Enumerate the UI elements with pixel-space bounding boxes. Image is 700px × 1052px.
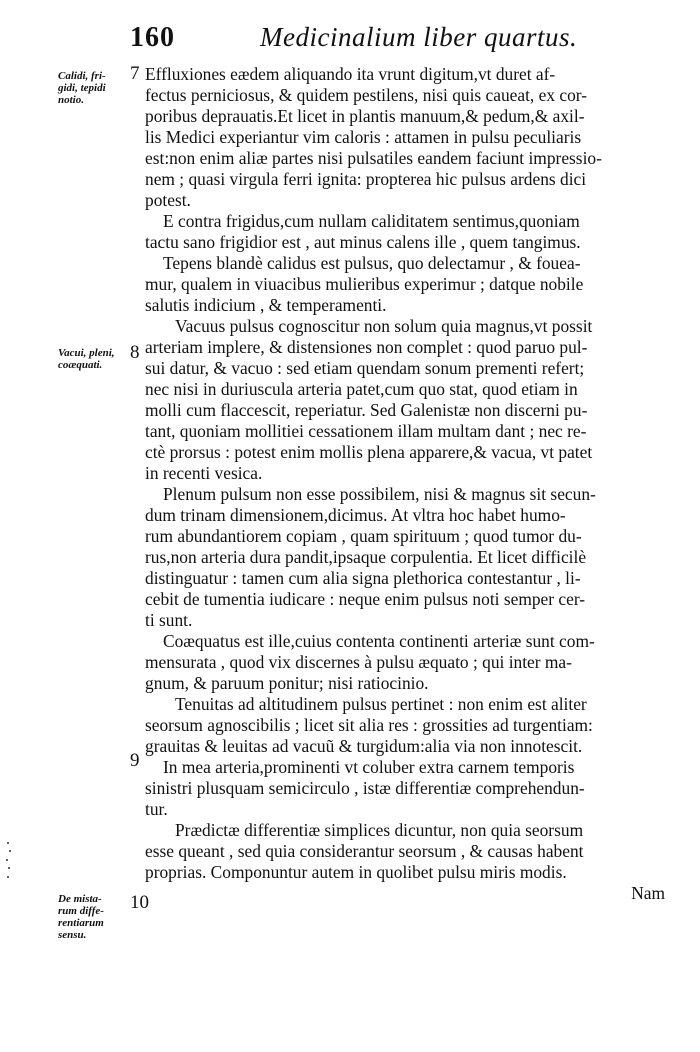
text-line: Plenum pulsum non esse possibilem, nisi & magnus sit secun-	[163, 484, 596, 504]
text-line: in recenti vesica.	[145, 463, 263, 483]
text-line: tant, quoniam mollitiei cessationem illam multam dant ; nec re-	[145, 421, 587, 441]
text-line: distinguatur : tamen cum alia signa plethorica contestantur , li-	[145, 568, 581, 588]
text-line: seorsum agnoscibilis ; licet sit alia res : grossities ad turgentiam:	[145, 715, 593, 735]
text-line: sinistri plusquam semicirculo , istæ differentiæ comprehendun-	[145, 778, 585, 798]
text-line: Tepens blandè calidus est pulsus, quo delectamur , & fouea-	[163, 253, 581, 273]
text-line: gnum, & paruum ponitur; nisi ratiocinio.	[145, 673, 429, 693]
main-text	[145, 64, 665, 904]
text-line: dum trinam dimensionem,dicimus. At vltra hoc habet humo-	[145, 505, 566, 525]
text-line: rus,non arteria dura pandit,ipsaque corpulentia. Et licet difficilè	[145, 547, 587, 567]
text-line: salutis indicium , & temperamenti.	[145, 295, 387, 315]
margin-note-calidi: Calidi, fri- gidi, tepidi notio.	[58, 70, 106, 106]
text-line: cebit de tumentia iudicare : neque enim pulsus noti semper cer-	[145, 589, 586, 609]
page-header	[120, 22, 640, 62]
section-number: 7	[130, 63, 140, 84]
text-line: In mea arteria,prominenti vt coluber extra carnem temporis	[163, 757, 575, 777]
text-line: est:non enim aliæ partes nisi pulsatiles eandem faciunt impressio-	[145, 148, 602, 168]
text-line: grauitas & leuitas ad vacuũ & turgidum:alia via non innotescit.	[145, 736, 583, 756]
text-line: sui datur, & vacuo : sed etiam quendam sonum prementi refert;	[145, 358, 585, 378]
text-line: nec nisi in duriuscula arteria patet,cum quo stat, quod etiam in	[145, 379, 578, 399]
text-line: Prædictæ differentiæ simplices dicuntur, non quia seorsum	[175, 820, 584, 840]
page-number: 160	[130, 22, 175, 53]
text-line: rum abundantiorem copiam , quam spirituum ; quod tumor du-	[145, 526, 582, 546]
text-line: Coæquatus est ille,cuius contenta continenti arteriæ sunt com-	[163, 631, 595, 651]
margin-note-de-mistarum: De mista- rum diffe- rentiarum sensu.	[58, 893, 104, 941]
catchword: Nam	[631, 883, 665, 903]
section-number: 10	[130, 892, 149, 913]
text-line: proprias. Componuntur autem in quolibet pulsu miris modis.	[145, 862, 567, 882]
margin-note-vacui: Vacui, pleni, coæquati.	[58, 347, 115, 371]
text-line: ti sunt.	[145, 610, 193, 630]
section-number: 9	[130, 750, 140, 771]
text-line: arteriam implere, & distensiones non complet : quod paruo pul-	[145, 337, 588, 357]
text-line: Vacuus pulsus cognoscitur non solum quia magnus,vt possit	[175, 316, 593, 336]
text-line: esse queant , sed quia considerantur seorsum , & causas habent	[145, 841, 584, 861]
text-line: fectus perniciosus, & quidem pestilens, nisi quis caueat, ex cor-	[145, 85, 588, 105]
text-line: Tenuitas ad altitudinem pulsus pertinet : non enim est aliter	[175, 694, 587, 714]
text-line: potest.	[145, 190, 191, 210]
text-line: Effluxiones eædem aliquando ita vrunt digitum,vt duret af-	[145, 64, 556, 84]
text-line: lis Medici experiantur vim caloris : attamen in pulsu peculiaris	[145, 127, 582, 147]
text-line: E contra frigidus,cum nullam caliditatem sentimus,quoniam	[163, 211, 580, 231]
section-number: 8	[130, 342, 140, 363]
text-line: molli cum flaccescit, reperiatur. Sed Galenistæ non discerni pu-	[145, 400, 588, 420]
running-title: Medicinalium liber quartus.	[260, 22, 578, 52]
text-line: tactu sano frigidior est , aut minus calens ille , quem tangimus.	[145, 232, 581, 252]
text-line: ctè prorsus : potest enim mollis plena apparere,& vacua, vt patet	[145, 442, 593, 462]
text-line: mur, qualem in viuacibus mulieribus experimur ; datque nobile	[145, 274, 584, 294]
text-line: mensurata , quod vix discernes à pulsu æquato ; qui inter ma-	[145, 652, 572, 672]
page-speckle	[6, 842, 12, 882]
text-line: nem ; quasi virgula ferri ignita: propterea hic pulsus ardens dici	[145, 169, 587, 189]
text-line: poribus deprauatis.Et licet in plantis manuum,& pedum,& axil-	[145, 106, 585, 126]
text-line: tur.	[145, 799, 168, 819]
